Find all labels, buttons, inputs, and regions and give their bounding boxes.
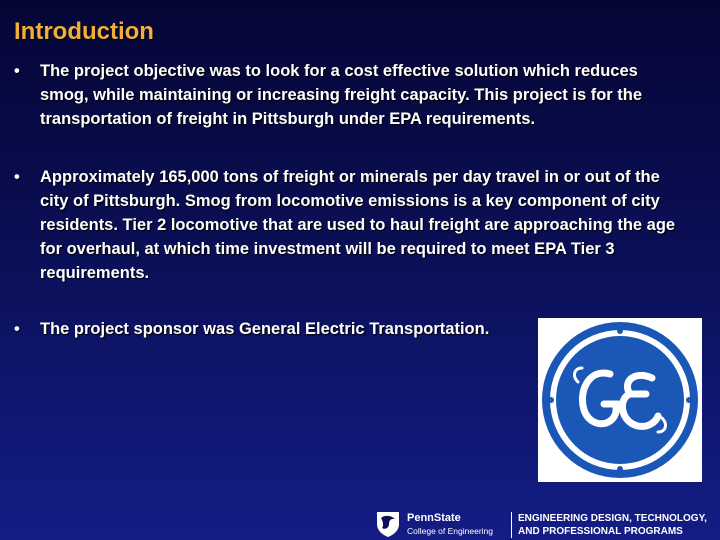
bullet-item: [14, 165, 690, 285]
bullet-marker: •: [14, 320, 20, 338]
bullet-text: Approximately 165,000 tons of freight or minerals per day travel in or out of the city of Pittsburgh. Smog from locomotive emissions is a key component of city residents. Tier 2 locomotive that are used to haul freight are approaching the age for overhaul, at which time investment will be required to meet EPA Tier 3 requirements.: [40, 168, 676, 282]
penn-state-shield-icon: [375, 510, 401, 538]
program-name-line1: ENGINEERING DESIGN, TECHNOLOGY,: [518, 513, 707, 524]
bullet-marker: •: [14, 168, 20, 186]
ge-logo: [538, 318, 702, 482]
footer-divider: [511, 512, 512, 538]
college-name: College of Engineering: [407, 526, 494, 536]
university-name: PennState: [407, 512, 461, 524]
bullet-text: The project objective was to look for a cost effective solution which reduces smog, while maintaining or increasing freight capacity. This project is for the transportation of freight in Pittsburgh under EPA requirements.: [40, 62, 643, 128]
slide-title: Introduction: [14, 18, 154, 45]
bullet-text: The project sponsor was General Electric Transportation.: [40, 320, 490, 338]
program-name-line2: AND PROFESSIONAL PROGRAMS: [518, 526, 683, 537]
bullet-marker: •: [14, 62, 20, 80]
bullet-item: [14, 317, 540, 341]
ge-logo-icon: [538, 318, 702, 482]
bullet-item: [14, 59, 690, 131]
footer-branding: [375, 508, 720, 540]
